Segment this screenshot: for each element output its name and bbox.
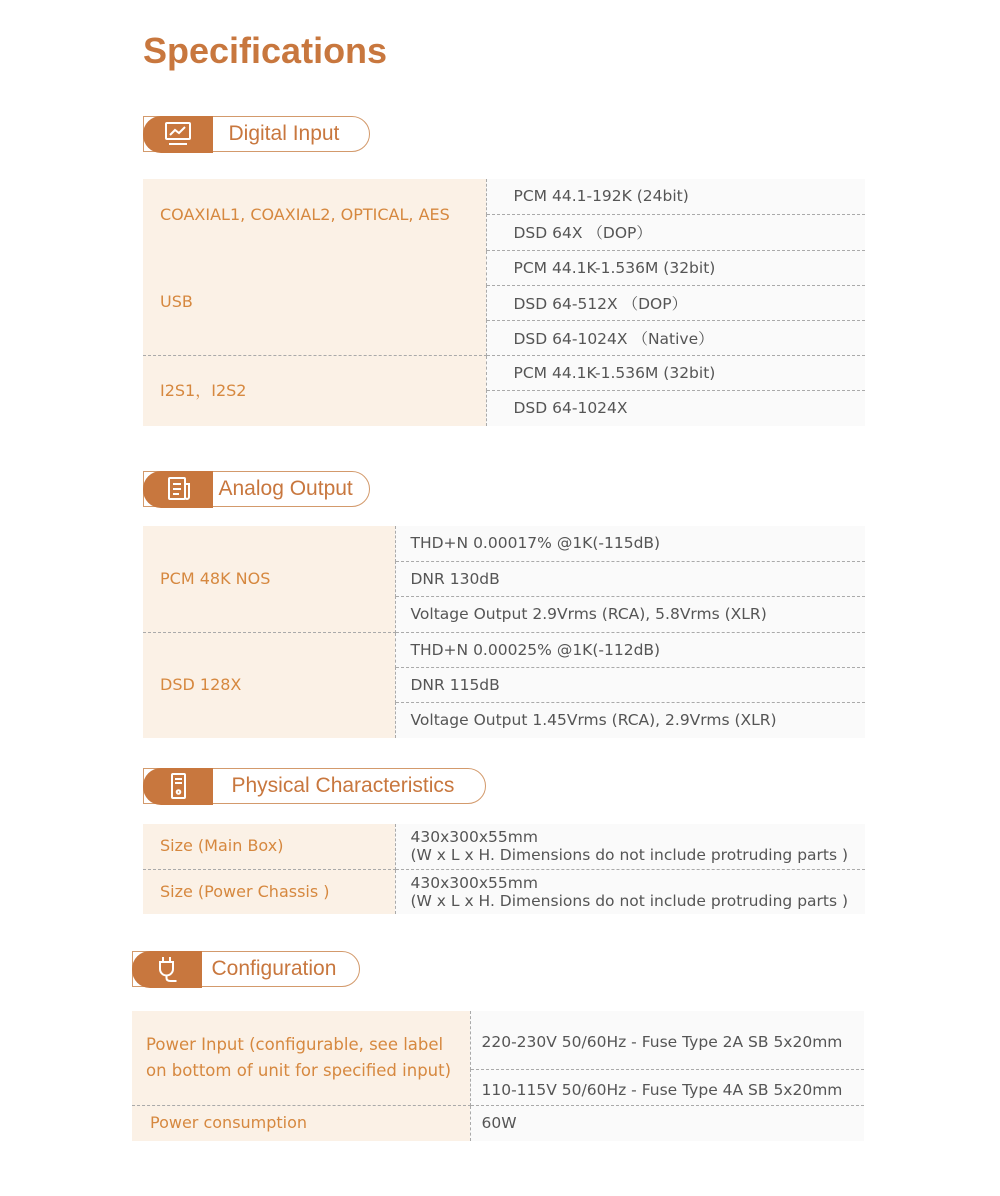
section-header-configuration	[132, 951, 360, 987]
spec-value-line: 430x300x55mm	[410, 828, 538, 847]
spec-value	[395, 824, 865, 869]
section-label: Configuration	[211, 957, 337, 980]
spec-value: PCM 44.1K-1.536M (32bit)	[486, 355, 865, 390]
spec-key: I2S1，I2S2	[143, 355, 486, 426]
spec-value: 220-230V 50/60Hz - Fuse Type 2A SB 5x20mm	[470, 1011, 864, 1069]
spec-key: COAXIAL1, COAXIAL2, OPTICAL, AES	[143, 179, 486, 250]
spec-value: DSD 64X （DOP）	[486, 214, 865, 250]
spec-key: Size (Main Box)	[143, 824, 395, 869]
spec-value: DSD 64-1024X	[486, 390, 865, 426]
spec-value: 60W	[470, 1105, 864, 1141]
spec-value: THD+N 0.00017% @1K(-115dB)	[395, 526, 865, 561]
spec-key: Size (Power Chassis )	[143, 869, 395, 914]
section-header-digital-input	[143, 116, 370, 152]
section-header-physical	[143, 768, 486, 804]
spec-key: Power Input (configurable, see label on bottom of unit for specified input)	[132, 1011, 470, 1105]
analog-output-table	[143, 526, 865, 738]
spec-value: PCM 44.1K-1.536M (32bit)	[486, 250, 865, 285]
digital-input-table	[143, 179, 865, 426]
section-label: Physical Characteristics	[231, 774, 455, 797]
spec-value: DSD 64-1024X （Native）	[486, 320, 865, 355]
section-header-analog-output	[143, 471, 370, 507]
spec-key: PCM 48K NOS	[143, 526, 395, 632]
spec-value: THD+N 0.00025% @1K(-112dB)	[395, 632, 865, 667]
chart-monitor-icon	[143, 116, 213, 153]
spec-value: DNR 130dB	[395, 561, 865, 596]
spec-value-line: 430x300x55mm	[410, 873, 538, 892]
configuration-table	[132, 1011, 864, 1141]
spec-value-note: (W x L x H. Dimensions do not include protruding parts )	[410, 846, 849, 865]
spec-value: Voltage Output 1.45Vrms (RCA), 2.9Vrms (XLR)	[395, 702, 865, 738]
physical-table	[143, 824, 865, 914]
spec-key: USB	[143, 250, 486, 355]
spec-value: Voltage Output 2.9Vrms (RCA), 5.8Vrms (XLR)	[395, 596, 865, 632]
spec-value: DSD 64-512X （DOP）	[486, 285, 865, 320]
document-icon	[143, 471, 213, 508]
spec-value: PCM 44.1-192K (24bit)	[486, 179, 865, 214]
spec-value: 110-115V 50/60Hz - Fuse Type 4A SB 5x20mm	[470, 1069, 864, 1105]
section-label: Digital Input	[228, 122, 340, 145]
spec-key: Power consumption	[132, 1105, 470, 1141]
power-plug-icon	[132, 951, 202, 988]
section-label: Analog Output	[218, 477, 353, 500]
spec-value: DNR 115dB	[395, 667, 865, 702]
spec-key: DSD 128X	[143, 632, 395, 738]
page-title: Specifications	[143, 30, 388, 71]
device-tower-icon	[143, 768, 213, 805]
spec-value-note: (W x L x H. Dimensions do not include protruding parts )	[410, 891, 849, 910]
spec-value	[395, 869, 865, 914]
